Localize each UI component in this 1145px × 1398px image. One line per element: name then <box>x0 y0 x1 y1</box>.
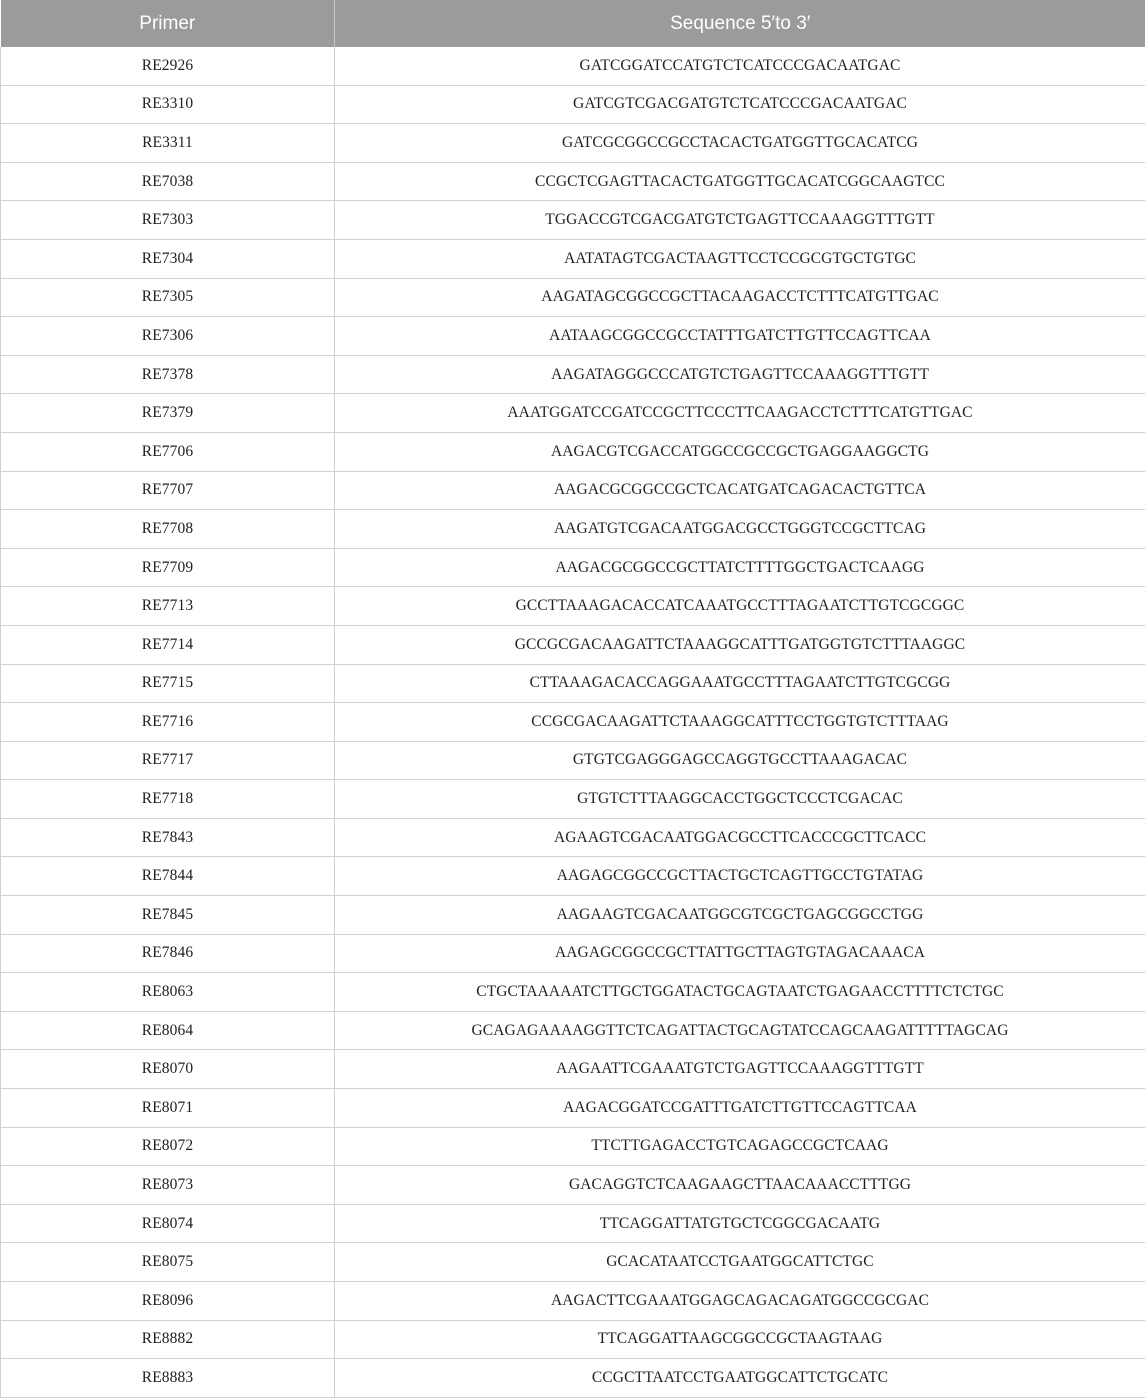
sequence-cell: AAGACGCGGCCGCTTATCTTTTGGCTGACTCAAGG <box>335 548 1145 587</box>
primer-cell: RE7305 <box>1 278 335 317</box>
primer-cell: RE7843 <box>1 818 335 857</box>
table-row <box>1 1243 1145 1282</box>
table-row <box>1 432 1145 471</box>
sequence-cell: AAGATAGCGGCCGCTTACAAGACCTCTTTCATGTTGAC <box>335 278 1145 317</box>
sequence-cell: GCAGAGAAAAGGTTCTCAGATTACTGCAGTATCCAGCAAGATTTTTAGCAG <box>335 1011 1145 1050</box>
sequence-cell: AAGATGTCGACAATGGACGCCTGGGTCCGCTTCAG <box>335 510 1145 549</box>
table-row <box>1 548 1145 587</box>
header-row <box>1 0 1145 47</box>
sequence-cell: AAGACGGATCCGATTTGATCTTGTTCCAGTTCAA <box>335 1089 1145 1128</box>
sequence-cell: AAGACGTCGACCATGGCCGCCGCTGAGGAAGGCTG <box>335 432 1145 471</box>
sequence-cell: GTGTCGAGGGAGCCAGGTGCCTTAAAGACAC <box>335 741 1145 780</box>
sequence-cell: CTGCTAAAAATCTTGCTGGATACTGCAGTAATCTGAGAACCTTTTCTCTGC <box>335 973 1145 1012</box>
table-row <box>1 625 1145 664</box>
primer-cell: RE7707 <box>1 471 335 510</box>
primer-cell: RE7713 <box>1 587 335 626</box>
table-row <box>1 1166 1145 1205</box>
table-row <box>1 1320 1145 1359</box>
primer-cell: RE7306 <box>1 317 335 356</box>
primer-cell: RE7379 <box>1 394 335 433</box>
sequence-cell: AAGATAGGGCCCATGTCTGAGTTCCAAAGGTTTGTT <box>335 355 1145 394</box>
primer-cell: RE8882 <box>1 1320 335 1359</box>
table-row <box>1 857 1145 896</box>
primer-cell: RE7038 <box>1 162 335 201</box>
table-row <box>1 587 1145 626</box>
sequence-cell: GATCGCGGCCGCCTACACTGATGGTTGCACATCG <box>335 124 1145 163</box>
primer-cell: RE7708 <box>1 510 335 549</box>
primer-cell: RE8075 <box>1 1243 335 1282</box>
sequence-cell: GATCGTCGACGATGTCTCATCCCGACAATGAC <box>335 85 1145 124</box>
table-row <box>1 355 1145 394</box>
sequence-cell: GCCTTAAAGACACCATCAAATGCCTTTAGAATCTTGTCGCGGC <box>335 587 1145 626</box>
primer-cell: RE3311 <box>1 124 335 163</box>
primer-cell: RE3310 <box>1 85 335 124</box>
table-row <box>1 741 1145 780</box>
sequence-cell: CTTAAAGACACCAGGAAATGCCTTTAGAATCTTGTCGCGG <box>335 664 1145 703</box>
table-row <box>1 124 1145 163</box>
table-row <box>1 278 1145 317</box>
table-row <box>1 1204 1145 1243</box>
primer-cell: RE2926 <box>1 47 335 85</box>
table-row <box>1 973 1145 1012</box>
sequence-cell: AATAAGCGGCCGCCTATTTGATCTTGTTCCAGTTCAA <box>335 317 1145 356</box>
primer-cell: RE8072 <box>1 1127 335 1166</box>
primer-cell: RE7706 <box>1 432 335 471</box>
sequence-cell: AAGAATTCGAAATGTCTGAGTTCCAAAGGTTTGTT <box>335 1050 1145 1089</box>
sequence-cell: GATCGGATCCATGTCTCATCCCGACAATGAC <box>335 47 1145 85</box>
table-body <box>1 47 1145 1397</box>
table-row <box>1 896 1145 935</box>
primer-cell: RE7378 <box>1 355 335 394</box>
table-row <box>1 780 1145 819</box>
table-row <box>1 1089 1145 1128</box>
sequence-cell: GCACATAATCCTGAATGGCATTCTGC <box>335 1243 1145 1282</box>
table-row <box>1 47 1145 85</box>
primer-cell: RE7845 <box>1 896 335 935</box>
sequence-cell: TTCTTGAGACCTGTCAGAGCCGCTCAAG <box>335 1127 1145 1166</box>
table-row <box>1 317 1145 356</box>
sequence-cell: AATATAGTCGACTAAGTTCCTCCGCGTGCTGTGC <box>335 239 1145 278</box>
primer-cell: RE8074 <box>1 1204 335 1243</box>
primer-cell: RE8070 <box>1 1050 335 1089</box>
sequence-cell: CCGCTCGAGTTACACTGATGGTTGCACATCGGCAAGTCC <box>335 162 1145 201</box>
primer-cell: RE8096 <box>1 1282 335 1321</box>
primer-cell: RE7714 <box>1 625 335 664</box>
table-row <box>1 1050 1145 1089</box>
table-row <box>1 1127 1145 1166</box>
header-primer: Primer <box>1 0 335 47</box>
sequence-cell: TTCAGGATTAAGCGGCCGCTAAGTAAG <box>335 1320 1145 1359</box>
sequence-cell: AAATGGATCCGATCCGCTTCCCTTCAAGACCTCTTTCATGTTGAC <box>335 394 1145 433</box>
table-row <box>1 1282 1145 1321</box>
header-sequence: Sequence 5′to 3′ <box>335 0 1145 47</box>
sequence-cell: GACAGGTCTCAAGAAGCTTAACAAACCTTTGG <box>335 1166 1145 1205</box>
table-row <box>1 510 1145 549</box>
primer-cell: RE7709 <box>1 548 335 587</box>
primer-cell: RE8073 <box>1 1166 335 1205</box>
primer-cell: RE8883 <box>1 1359 335 1398</box>
table-row <box>1 162 1145 201</box>
sequence-cell: GTGTCTTTAAGGCACCTGGCTCCCTCGACAC <box>335 780 1145 819</box>
table-row <box>1 471 1145 510</box>
primer-cell: RE8064 <box>1 1011 335 1050</box>
table-row <box>1 394 1145 433</box>
table-row <box>1 201 1145 240</box>
sequence-cell: TTCAGGATTATGTGCTCGGCGACAATG <box>335 1204 1145 1243</box>
table-row <box>1 818 1145 857</box>
primer-cell: RE7717 <box>1 741 335 780</box>
primer-cell: RE7715 <box>1 664 335 703</box>
primer-cell: RE7303 <box>1 201 335 240</box>
sequence-cell: AAGAGCGGCCGCTTATTGCTTAGTGTAGACAAACA <box>335 934 1145 973</box>
table-row <box>1 664 1145 703</box>
sequence-cell: AAGACGCGGCCGCTCACATGATCAGACACTGTTCA <box>335 471 1145 510</box>
sequence-cell: CCGCGACAAGATTCTAAAGGCATTTCCTGGTGTCTTTAAG <box>335 703 1145 742</box>
table-row <box>1 1011 1145 1050</box>
sequence-cell: CCGCTTAATCCTGAATGGCATTCTGCATC <box>335 1359 1145 1398</box>
sequence-cell: TGGACCGTCGACGATGTCTGAGTTCCAAAGGTTTGTT <box>335 201 1145 240</box>
primer-cell: RE7844 <box>1 857 335 896</box>
primer-cell: RE7716 <box>1 703 335 742</box>
table-header <box>1 0 1145 47</box>
primer-cell: RE7718 <box>1 780 335 819</box>
table-row <box>1 85 1145 124</box>
sequence-cell: AGAAGTCGACAATGGACGCCTTCACCCGCTTCACC <box>335 818 1145 857</box>
sequence-cell: AAGAAGTCGACAATGGCGTCGCTGAGCGGCCTGG <box>335 896 1145 935</box>
table-row <box>1 703 1145 742</box>
table-row <box>1 934 1145 973</box>
sequence-cell: GCCGCGACAAGATTCTAAAGGCATTTGATGGTGTCTTTAAGGC <box>335 625 1145 664</box>
primer-cell: RE7846 <box>1 934 335 973</box>
primer-cell: RE8063 <box>1 973 335 1012</box>
table-row <box>1 1359 1145 1398</box>
primer-cell: RE7304 <box>1 239 335 278</box>
table-row <box>1 239 1145 278</box>
sequence-cell: AAGACTTCGAAATGGAGCAGACAGATGGCCGCGAC <box>335 1282 1145 1321</box>
primer-cell: RE8071 <box>1 1089 335 1128</box>
sequence-cell: AAGAGCGGCCGCTTACTGCTCAGTTGCCTGTATAG <box>335 857 1145 896</box>
